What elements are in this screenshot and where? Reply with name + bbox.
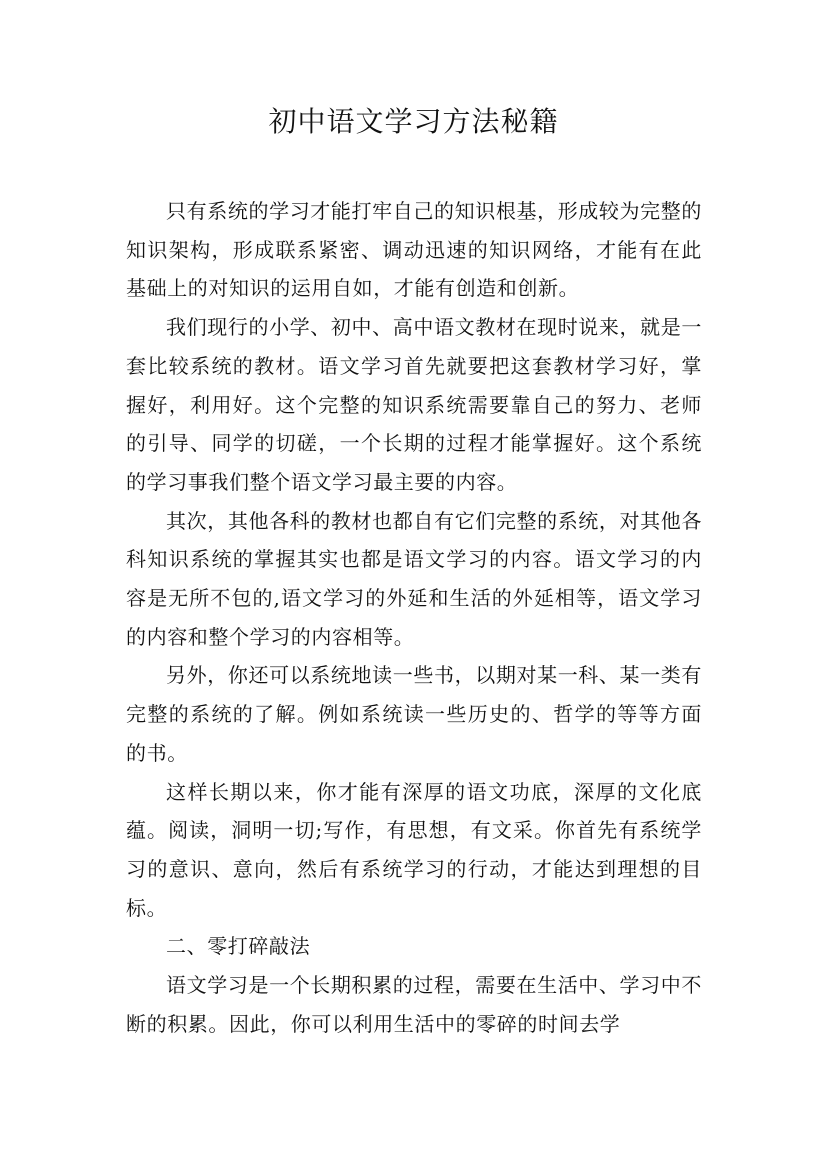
- document-body: [126, 192, 702, 1043]
- paragraph-3: 其次，其他各科的教材也都自有它们完整的系统，对其他各科知识系统的掌握其实也都是语文学习的内容。语文学习的内容是无所不包的,语文学习的外延和生活的外延相等，语文学习的内容和整个学习的内容相等。: [126, 508, 702, 649]
- paragraph-2: 我们现行的小学、初中、高中语文教材在现时说来，就是一套比较系统的教材。语文学习首先就要把这套教材学习好，掌握好，利用好。这个完整的知识系统需要靠自己的努力、老师的引导、同学的切磋，一个长期的过程才能掌握好。这个系统的学习事我们整个语文学习最主要的内容。: [126, 315, 702, 494]
- paragraph-5: 这样长期以来，你才能有深厚的语文功底，深厚的文化底蕴。阅读，洞明一切;写作，有思想，有文采。你首先有系统学习的意识、意向，然后有系统学习的行动，才能达到理想的目标。: [126, 779, 702, 920]
- paragraph-1: 只有系统的学习才能打牢自己的知识根基，形成较为完整的知识架构，形成联系紧密、调动迅速的知识网络，才能有在此基础上的对知识的运用自如，才能有创造和创新。: [126, 199, 702, 301]
- document-title: 初中语文学习方法秘籍: [268, 105, 559, 138]
- paragraph-6: 语文学习是一个长期积累的过程，需要在生活中、学习中不断的积累。因此，你可以利用生活中的零碎的时间去学: [126, 973, 702, 1036]
- paragraph-4: 另外，你还可以系统地读一些书，以期对某一科、某一类有完整的系统的了解。例如系统读一些历史的、哲学的等等方面的书。: [126, 663, 702, 765]
- section-heading: 二、零打碎敲法: [166, 934, 311, 959]
